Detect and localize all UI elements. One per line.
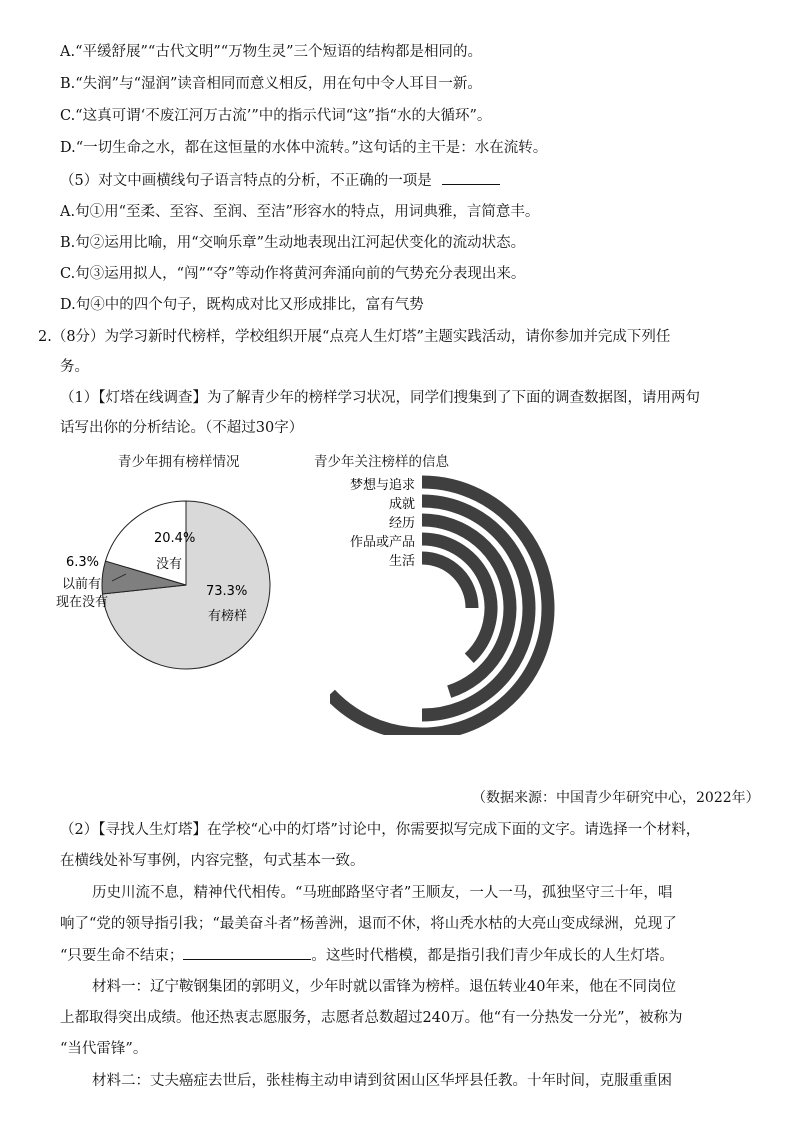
- fill-in-blank[interactable]: [183, 945, 311, 960]
- para1-line3: [60, 945, 674, 966]
- q2-stem-line2: 务。: [60, 359, 89, 375]
- pie-label-has-value: 73.3%: [206, 584, 248, 599]
- radial-label-life: 生活: [388, 554, 415, 569]
- radial-label-dreams: 梦想与追求: [349, 478, 415, 493]
- para1-line3-start: “只要生命不结束；: [60, 948, 184, 964]
- q2-stem-line1: 2.（8分）为学习新时代榜样，学校组织开展“点亮人生灯塔”主题实践活动，请你参加并完成下列任: [38, 329, 671, 345]
- pie-label-former-1: 以前有: [62, 577, 102, 592]
- q5-option-b: B.句②运用比喻，用“交响乐章”生动地表现出江河起伏变化的流动状态。: [60, 235, 526, 251]
- radial-label-experience: 经历: [388, 516, 415, 531]
- pie-label-has: 有榜样: [208, 609, 248, 624]
- para1-line1: 历史川流不息，精神代代相传。“马班邮路坚守者”王顺友，一人一马，孤独坚守三十年，唱: [92, 885, 673, 901]
- radial-bar-chart: [330, 470, 560, 735]
- q2-1-line2: 话写出你的分析结论。（不超过30字）: [60, 420, 304, 436]
- material1-line1: 材料一：辽宁鞍钢集团的郭明义，少年时就以雷锋为榜样。退伍转业40年来，他在不同岗位: [92, 979, 676, 995]
- q5-option-c: C.句③运用拟人，“闯”“夺”等动作将黄河奔涌向前的气势充分表现出来。: [60, 266, 526, 282]
- q2-1-line1: （1）【灯塔在线调查】为了解青少年的榜样学习状况，同学们搜集到了下面的调查数据图，请用两句: [60, 390, 700, 406]
- pie-label-former-2: 现在没有: [56, 595, 109, 610]
- q5-stem-text: （5）对文中画横线句子语言特点的分析，不正确的一项是: [60, 173, 432, 189]
- radial-label-works: 作品或产品: [349, 535, 415, 550]
- q1-option-d: D.“一切生命之水，都在这恒量的水体中流转。”这句话的主干是：水在流转。: [60, 140, 548, 156]
- q1-option-b: B.“失润”与“湿润”读音相同而意义相反，用在句中令人耳目一新。: [60, 76, 482, 92]
- material1-line2: 上都取得突出成绩。他还热衷志愿服务，志愿者总数超过240万。他“有一分热发一分光”，被称为: [60, 1010, 683, 1026]
- pie-label-none-value: 20.4%: [154, 531, 196, 546]
- q1-option-c: C.“这真可谓‘不废江河万古流’”中的指示代词“这”指“水的大循环”。: [60, 108, 492, 124]
- pie-chart-title: 青少年拥有榜样情况: [118, 454, 240, 470]
- radial-bar-life: [422, 558, 472, 608]
- q5-option-a: A.句①用“至柔、至容、至润、至洁”形容水的特点，用词典雅，言简意丰。: [60, 204, 540, 220]
- data-source: （数据来源：中国青少年研究中心，2022年）: [472, 790, 760, 806]
- q5-option-d: D.句④中的四个句子，既构成对比又形成排比，富有气势: [60, 297, 424, 313]
- material1-line3: “当代雷锋”。: [60, 1041, 148, 1057]
- radial-chart-title: 青少年关注榜样的信息: [314, 454, 449, 470]
- q5-answer-blank[interactable]: [442, 170, 500, 185]
- q2-2-line2: 在横线处补写事例，内容完整，句式基本一致。: [60, 853, 365, 869]
- pie-chart: [50, 470, 290, 690]
- pie-label-former-value: 6.3%: [66, 555, 100, 570]
- pie-label-none: 没有: [156, 557, 183, 572]
- q5-stem: [60, 170, 500, 191]
- radial-label-achievement: 成就: [388, 497, 415, 512]
- q1-option-a: A.“平缓舒展”“古代文明”“万物生灵”三个短语的结构都是相同的。: [60, 44, 483, 60]
- q2-2-line1: （2）【寻找人生灯塔】在学校“心中的灯塔”讨论中，你需要拟写完成下面的文字。请选择一个材料，: [60, 822, 701, 838]
- para1-line3-end: 。这些时代楷模，都是指引我们青少年成长的人生灯塔。: [311, 948, 674, 964]
- para1-line2: 响了“党的领导指引我；“最美奋斗者”杨善洲，退而不休，将山秃水枯的大亮山变成绿洲，兑现了: [60, 916, 677, 932]
- material2-line1: 材料二：丈夫癌症去世后，张桂梅主动申请到贫困山区华坪县任教。十年时间，克服重重困: [92, 1073, 672, 1089]
